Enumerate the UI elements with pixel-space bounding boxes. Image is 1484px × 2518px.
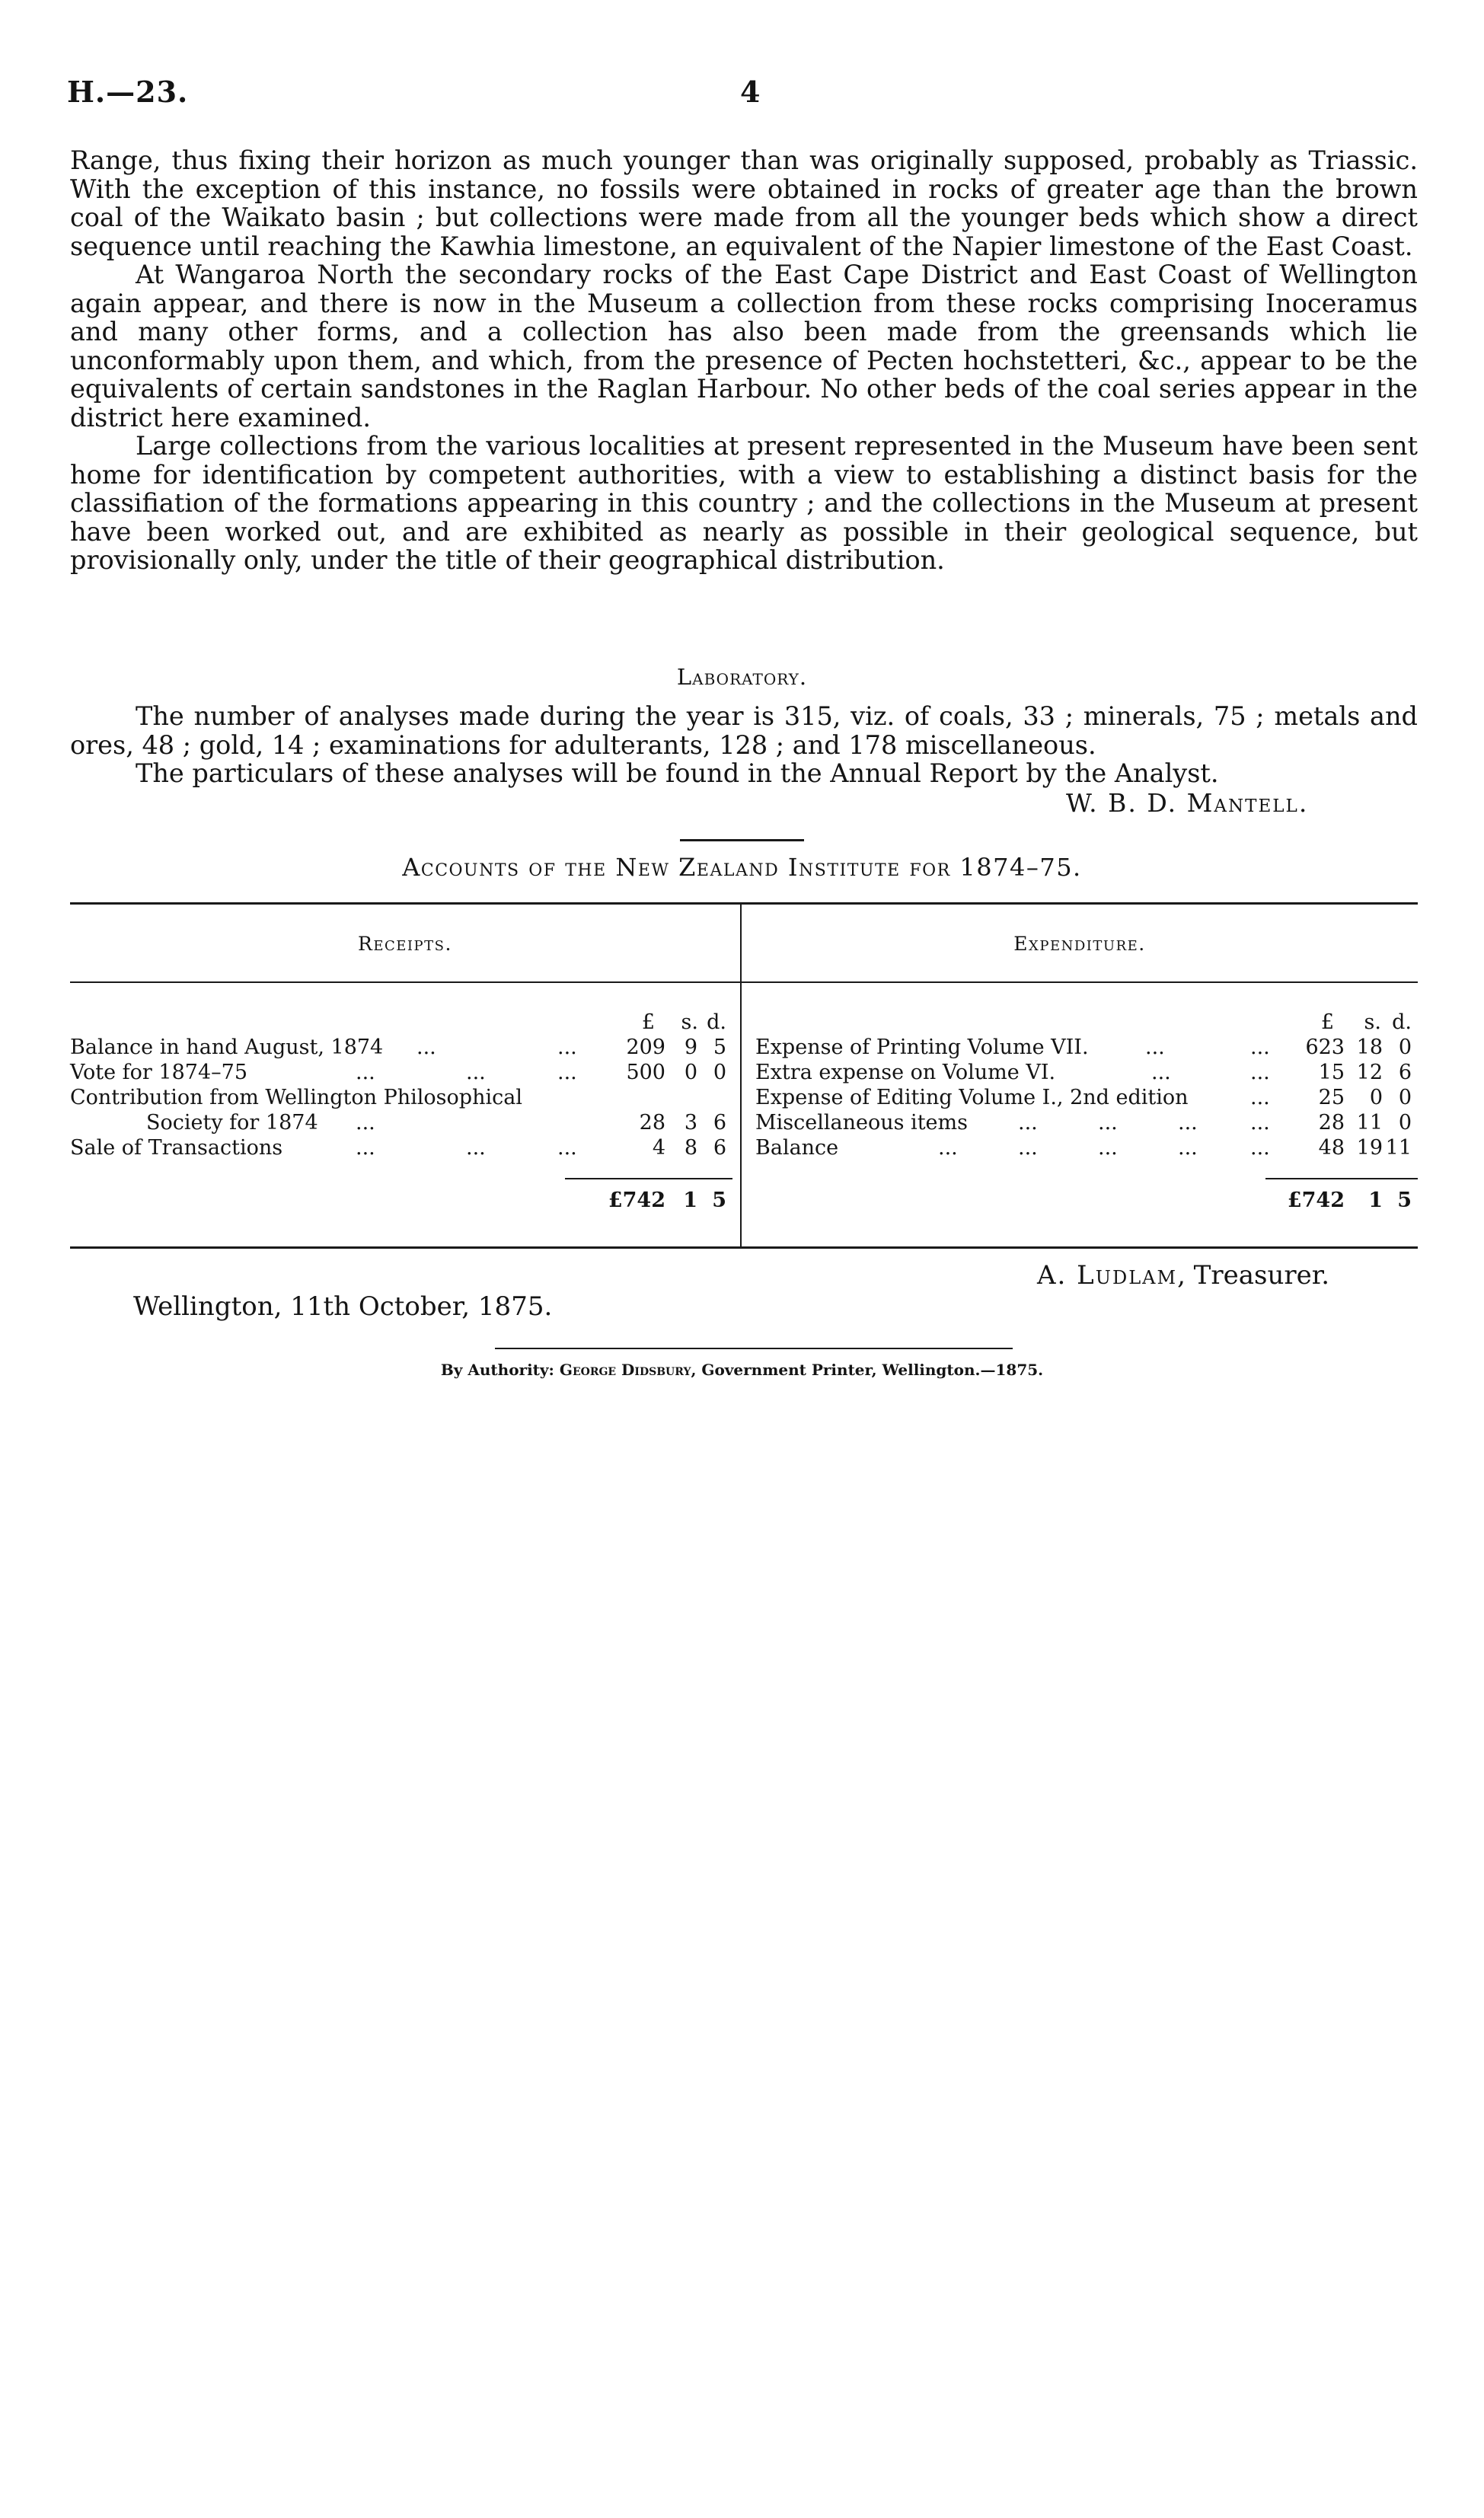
pence-total: 5 [712, 1189, 726, 1212]
imprint-printer: George Didsbury [559, 1361, 691, 1379]
pence-value: 0 [1398, 1111, 1412, 1135]
shillings-value: 18 [1356, 1036, 1383, 1059]
pounds-header: £ [1320, 1010, 1334, 1034]
pence-value: 6 [713, 1136, 726, 1160]
pence-value: 6 [1398, 1061, 1412, 1084]
table-row [755, 1085, 1418, 1110]
table-row [755, 1060, 1418, 1085]
leader-dots: ... [1145, 1036, 1165, 1059]
paragraph-collections: Large collections from the various localities at present represented in the Museum have been sent home for identification by competent authorities, with a view to establishing a distinct basis for the classifiation of the formations appearing in this country ; and the collections in the Museum at present have been worked out, and are exhibited as nearly as possible in their geological sequence, but provisionally only, under the title of their geographical distribution. [70, 431, 1418, 575]
shillings-header: s. [681, 1010, 698, 1034]
pence-value: 0 [1398, 1036, 1412, 1059]
laboratory-heading: Laboratory. [676, 664, 808, 690]
imprint-prefix: By Authority: [440, 1361, 554, 1379]
pounds-value: 15 [1318, 1061, 1345, 1084]
place-date: Wellington, 11th October, 1875. [133, 1291, 553, 1322]
leader-dots: ... [356, 1061, 375, 1084]
shillings-value: 9 [684, 1036, 697, 1059]
leader-dots: ... [1018, 1136, 1038, 1160]
treasurer-name: A. Ludlam [1037, 1260, 1178, 1291]
leader-dots: ... [1250, 1136, 1270, 1160]
paragraph-range: Range, thus fixing their horizon as much younger than was originally supposed, probably as Triassic. With the exception of this instance, no fossils were obtained in rocks of greater age than the brown coal of the Waikato basin ; but collections were made from all the younger beds which show a direct sequence until reaching the Kawhia limestone, an equivalent of the Napier limestone of the East Coast. [70, 145, 1418, 261]
leader-dots: ... [938, 1136, 958, 1160]
laboratory-text [70, 702, 1418, 788]
currency-header-row [755, 1010, 1418, 1035]
shillings-header: s. [1364, 1010, 1381, 1034]
table-row [755, 1135, 1418, 1160]
treasurer-signature [1037, 1260, 1329, 1291]
leader-dots: ... [1250, 1061, 1270, 1084]
shillings-value: 19 [1356, 1136, 1383, 1160]
receipts-heading: Receipts. [358, 933, 452, 955]
table-bottom-rule [70, 1246, 1418, 1249]
leader-dots: ... [1250, 1111, 1270, 1135]
leader-dots: ... [1178, 1111, 1198, 1135]
pence-value: 5 [713, 1036, 726, 1059]
imprint-suffix: , Government Printer, Wellington.—1875. [691, 1361, 1044, 1379]
shillings-value: 8 [684, 1136, 697, 1160]
pence-value: 0 [1398, 1086, 1412, 1109]
table-row [70, 1135, 732, 1160]
leader-dots: ... [557, 1061, 577, 1084]
leader-dots: ... [466, 1136, 486, 1160]
paragraph-wangaroa: At Wangaroa North the secondary rocks of the East Cape District and East Coast of Wellington again appear, and there is now in the Museum a collection from these rocks comprising Inoceramus and many other forms, and a collection has also been made from the greensands which lie unconformably upon them, and which, from the presence of Pecten hochstetteri, &c., appear to be the equivalents of certain sandstones in the Raglan Harbour. No other beds of the coal series appear in the district here examined. [70, 260, 1418, 432]
pence-total: 5 [1397, 1189, 1412, 1212]
pence-value: 0 [713, 1061, 726, 1084]
pounds-value: 48 [1318, 1136, 1345, 1160]
laboratory-paragraph-analyses: The number of analyses made during the year is 315, viz. of coals, 33 ; minerals, 75 ; metals and ores, 48 ; gold, 14 ; examinations for adulterants, 128 ; and 178 miscellaneous. [70, 701, 1418, 760]
pounds-header: £ [641, 1010, 655, 1034]
receipts-total-rule [565, 1178, 732, 1179]
shillings-value: 0 [684, 1061, 697, 1084]
leader-dots: ... [1151, 1061, 1171, 1084]
total-row [755, 1188, 1418, 1213]
leader-dots: ... [557, 1136, 577, 1160]
laboratory-paragraph-particulars: The particulars of these analyses will be found in the Annual Report by the Analyst. [136, 758, 1219, 788]
pence-header: d. [1392, 1010, 1412, 1034]
pounds-value: 500 [626, 1061, 665, 1084]
pounds-total: £742 [1287, 1189, 1345, 1212]
row-label: Balance [755, 1136, 839, 1160]
leader-dots: ... [1098, 1136, 1118, 1160]
row-label: Miscellaneous items [755, 1111, 968, 1135]
row-label: Extra expense on Volume VI. [755, 1061, 1056, 1084]
receipts-table [70, 1010, 732, 1160]
table-row [70, 1085, 732, 1110]
table-row [70, 1035, 732, 1060]
table-row [755, 1110, 1418, 1135]
section-divider [680, 839, 804, 841]
expenditure-heading: Expenditure. [1013, 933, 1146, 955]
leader-dots: ... [557, 1036, 577, 1059]
table-top-rule [70, 902, 1418, 905]
shillings-total: 1 [683, 1189, 697, 1212]
shillings-total: 1 [1368, 1189, 1383, 1212]
expenditure-table [755, 1010, 1418, 1160]
leader-dots: ... [466, 1061, 486, 1084]
leader-dots: ... [416, 1036, 436, 1059]
leader-dots: ... [1098, 1111, 1118, 1135]
document-reference: H.—23. [67, 75, 189, 109]
pounds-value: 25 [1318, 1086, 1345, 1109]
row-label: Balance in hand August, 1874 [70, 1036, 384, 1059]
analyst-signature: W. B. D. Mantell. [1066, 788, 1309, 818]
pounds-value: 28 [1318, 1111, 1345, 1135]
accounts-title: Accounts of the New Zealand Institute for 1874–75. [402, 853, 1082, 882]
row-label: Expense of Printing Volume VII. [755, 1036, 1089, 1059]
shillings-value: 11 [1356, 1111, 1383, 1135]
pounds-total: £742 [608, 1189, 665, 1212]
table-header-rule [70, 981, 1418, 983]
leader-dots: ... [1250, 1036, 1270, 1059]
pounds-value: 28 [639, 1111, 665, 1135]
row-label: Vote for 1874–75 [70, 1061, 247, 1084]
pence-value: 6 [713, 1111, 726, 1135]
leader-dots: ... [356, 1111, 375, 1135]
leader-dots: ... [1250, 1086, 1270, 1109]
table-row [70, 1110, 732, 1135]
body-text [70, 146, 1418, 575]
shillings-value: 3 [684, 1111, 697, 1135]
shillings-value: 12 [1356, 1061, 1383, 1084]
leader-dots: ... [1178, 1136, 1198, 1160]
treasurer-title: , Treasurer. [1177, 1260, 1330, 1291]
imprint-divider [495, 1348, 1013, 1349]
table-row [70, 1060, 732, 1085]
row-label-continued: Society for 1874 [146, 1111, 318, 1135]
table-row [755, 1035, 1418, 1060]
currency-header-row [70, 1010, 732, 1035]
leader-dots: ... [356, 1136, 375, 1160]
page-number: 4 [740, 75, 761, 109]
shillings-value: 0 [1369, 1086, 1383, 1109]
pounds-value: 4 [652, 1136, 665, 1160]
expenditure-total-rule [1265, 1178, 1418, 1179]
pence-value: 11 [1385, 1136, 1412, 1160]
pounds-value: 209 [626, 1036, 665, 1059]
pounds-value: 623 [1305, 1036, 1345, 1059]
expenditure-total [755, 1188, 1418, 1213]
printer-imprint [0, 1361, 1484, 1379]
pence-header: d. [707, 1010, 726, 1034]
leader-dots: ... [1018, 1111, 1038, 1135]
row-label: Contribution from Wellington Philosophical [70, 1086, 522, 1109]
row-label: Expense of Editing Volume I., 2nd edition [755, 1086, 1189, 1109]
row-label: Sale of Transactions [70, 1136, 283, 1160]
total-row [70, 1188, 732, 1213]
receipts-total [70, 1188, 732, 1213]
